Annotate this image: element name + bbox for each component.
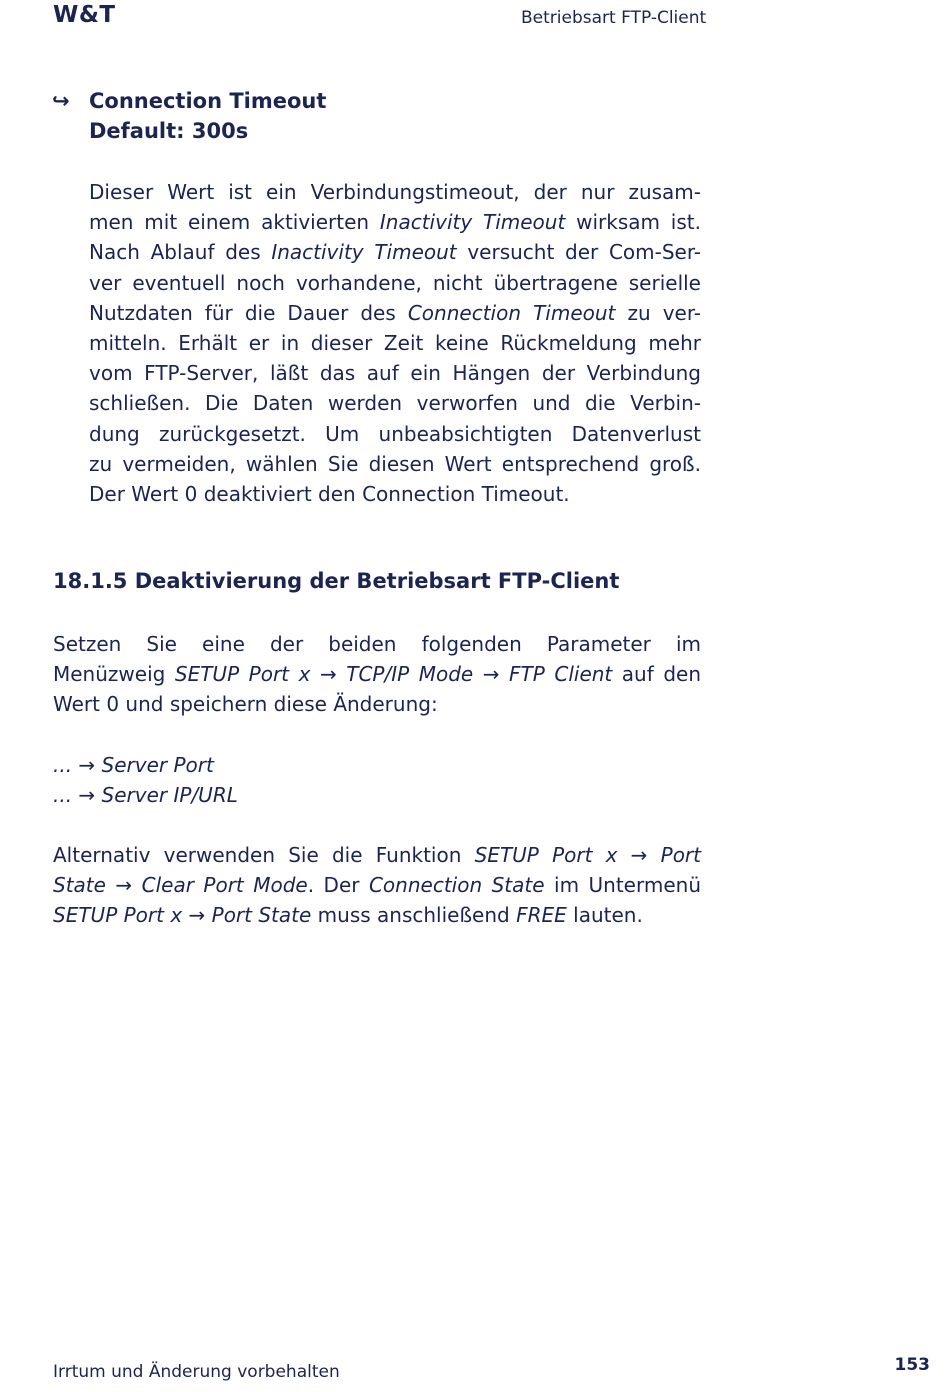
menu-path-list: [53, 750, 238, 810]
text-line: [89, 449, 701, 479]
text-line: [89, 358, 701, 388]
emphasis-text: SETUP Port x → TCP/IP Mode → FTP Client: [174, 662, 613, 687]
text-run: men mit einem aktivierten: [89, 210, 380, 235]
emphasis-text: FREE: [516, 903, 567, 928]
text-line: [89, 177, 701, 207]
text-run: Setzen Sie eine der beiden folgenden Parameter im: [53, 632, 701, 656]
text-line: [89, 419, 701, 449]
emphasis-text: SETUP Port x → Port: [474, 843, 701, 867]
text-line: [89, 298, 701, 328]
text-run: zu vermeiden, wählen Sie diesen Wert entsprechend groß.: [89, 451, 701, 476]
text-run: vom FTP-Server, läßt das auf ein Hängen der Verbindung: [89, 361, 701, 386]
hook-arrow-icon: ↪: [52, 89, 70, 113]
brand-logo: W&T: [53, 2, 116, 28]
text-run: schließen. Die Daten werden verworfen und die Verbin-: [89, 391, 701, 416]
menu-path-server-port: ... → Server Port: [53, 753, 214, 777]
text-run: im Untermenü: [544, 873, 701, 898]
footer-disclaimer: Irrtum und Änderung vorbehalten: [53, 1362, 340, 1382]
text-line: [53, 840, 701, 870]
text-line: [89, 207, 701, 237]
text-line: [53, 629, 701, 659]
section-intro: [53, 629, 701, 720]
parameter-description: [89, 177, 701, 509]
text-run: dung zurückgesetzt. Um unbeabsichtigten Datenverlust: [89, 421, 701, 446]
alternative-paragraph: [53, 840, 701, 931]
text-run: Dieser Wert ist ein Verbindungstimeout, der nur zusam-: [89, 180, 701, 204]
emphasis-text: Connection Timeout: [407, 300, 616, 325]
emphasis-text: State → Clear Port Mode: [53, 873, 308, 898]
text-run: lauten.: [566, 903, 643, 928]
text-run: versucht der Com-Ser-: [456, 240, 701, 265]
section-heading: 18.1.5 Deaktivierung der Betriebsart FTP-Client: [53, 569, 620, 593]
text-run: Der Wert 0 deaktiviert den Connection Timeout.: [89, 482, 570, 507]
menu-path-server-ip: ... → Server IP/URL: [53, 783, 238, 808]
text-line: [89, 328, 701, 358]
text-line: [53, 689, 701, 719]
parameter-name: Connection Timeout: [89, 89, 327, 113]
emphasis-text: Inactivity Timeout: [379, 210, 566, 235]
text-run: . Der: [307, 873, 369, 898]
text-run: wirksam ist.: [565, 210, 701, 235]
text-line: [53, 870, 701, 900]
running-header-title: Betriebsart FTP-Client: [521, 8, 707, 28]
text-line: [53, 659, 701, 689]
text-run: ver eventuell noch vorhandene, nicht übertragene serielle: [89, 270, 701, 295]
parameter-default: Default: 300s: [89, 119, 249, 143]
text-line: [89, 388, 701, 418]
page-number: 153: [894, 1355, 930, 1375]
text-run: Menüzweig: [53, 662, 175, 687]
text-line: [89, 479, 701, 509]
text-run: Nach Ablauf des: [89, 240, 272, 265]
text-run: auf den: [612, 662, 701, 687]
text-line: [89, 237, 701, 267]
text-run: mitteln. Erhält er in dieser Zeit keine Rückmeldung mehr: [89, 331, 701, 356]
text-run: Alternativ verwenden Sie die Funktion: [53, 843, 475, 867]
emphasis-text: SETUP Port x → Port State: [53, 903, 312, 928]
emphasis-text: Connection State: [368, 873, 545, 898]
text-line: [89, 268, 701, 298]
text-run: muss anschließend: [311, 903, 517, 928]
text-line: [53, 900, 701, 930]
text-run: Wert 0 und speichern diese Änderung:: [53, 692, 438, 717]
text-run: Nutzdaten für die Dauer des: [89, 300, 408, 325]
text-run: zu ver-: [615, 300, 701, 325]
emphasis-text: Inactivity Timeout: [271, 240, 457, 265]
